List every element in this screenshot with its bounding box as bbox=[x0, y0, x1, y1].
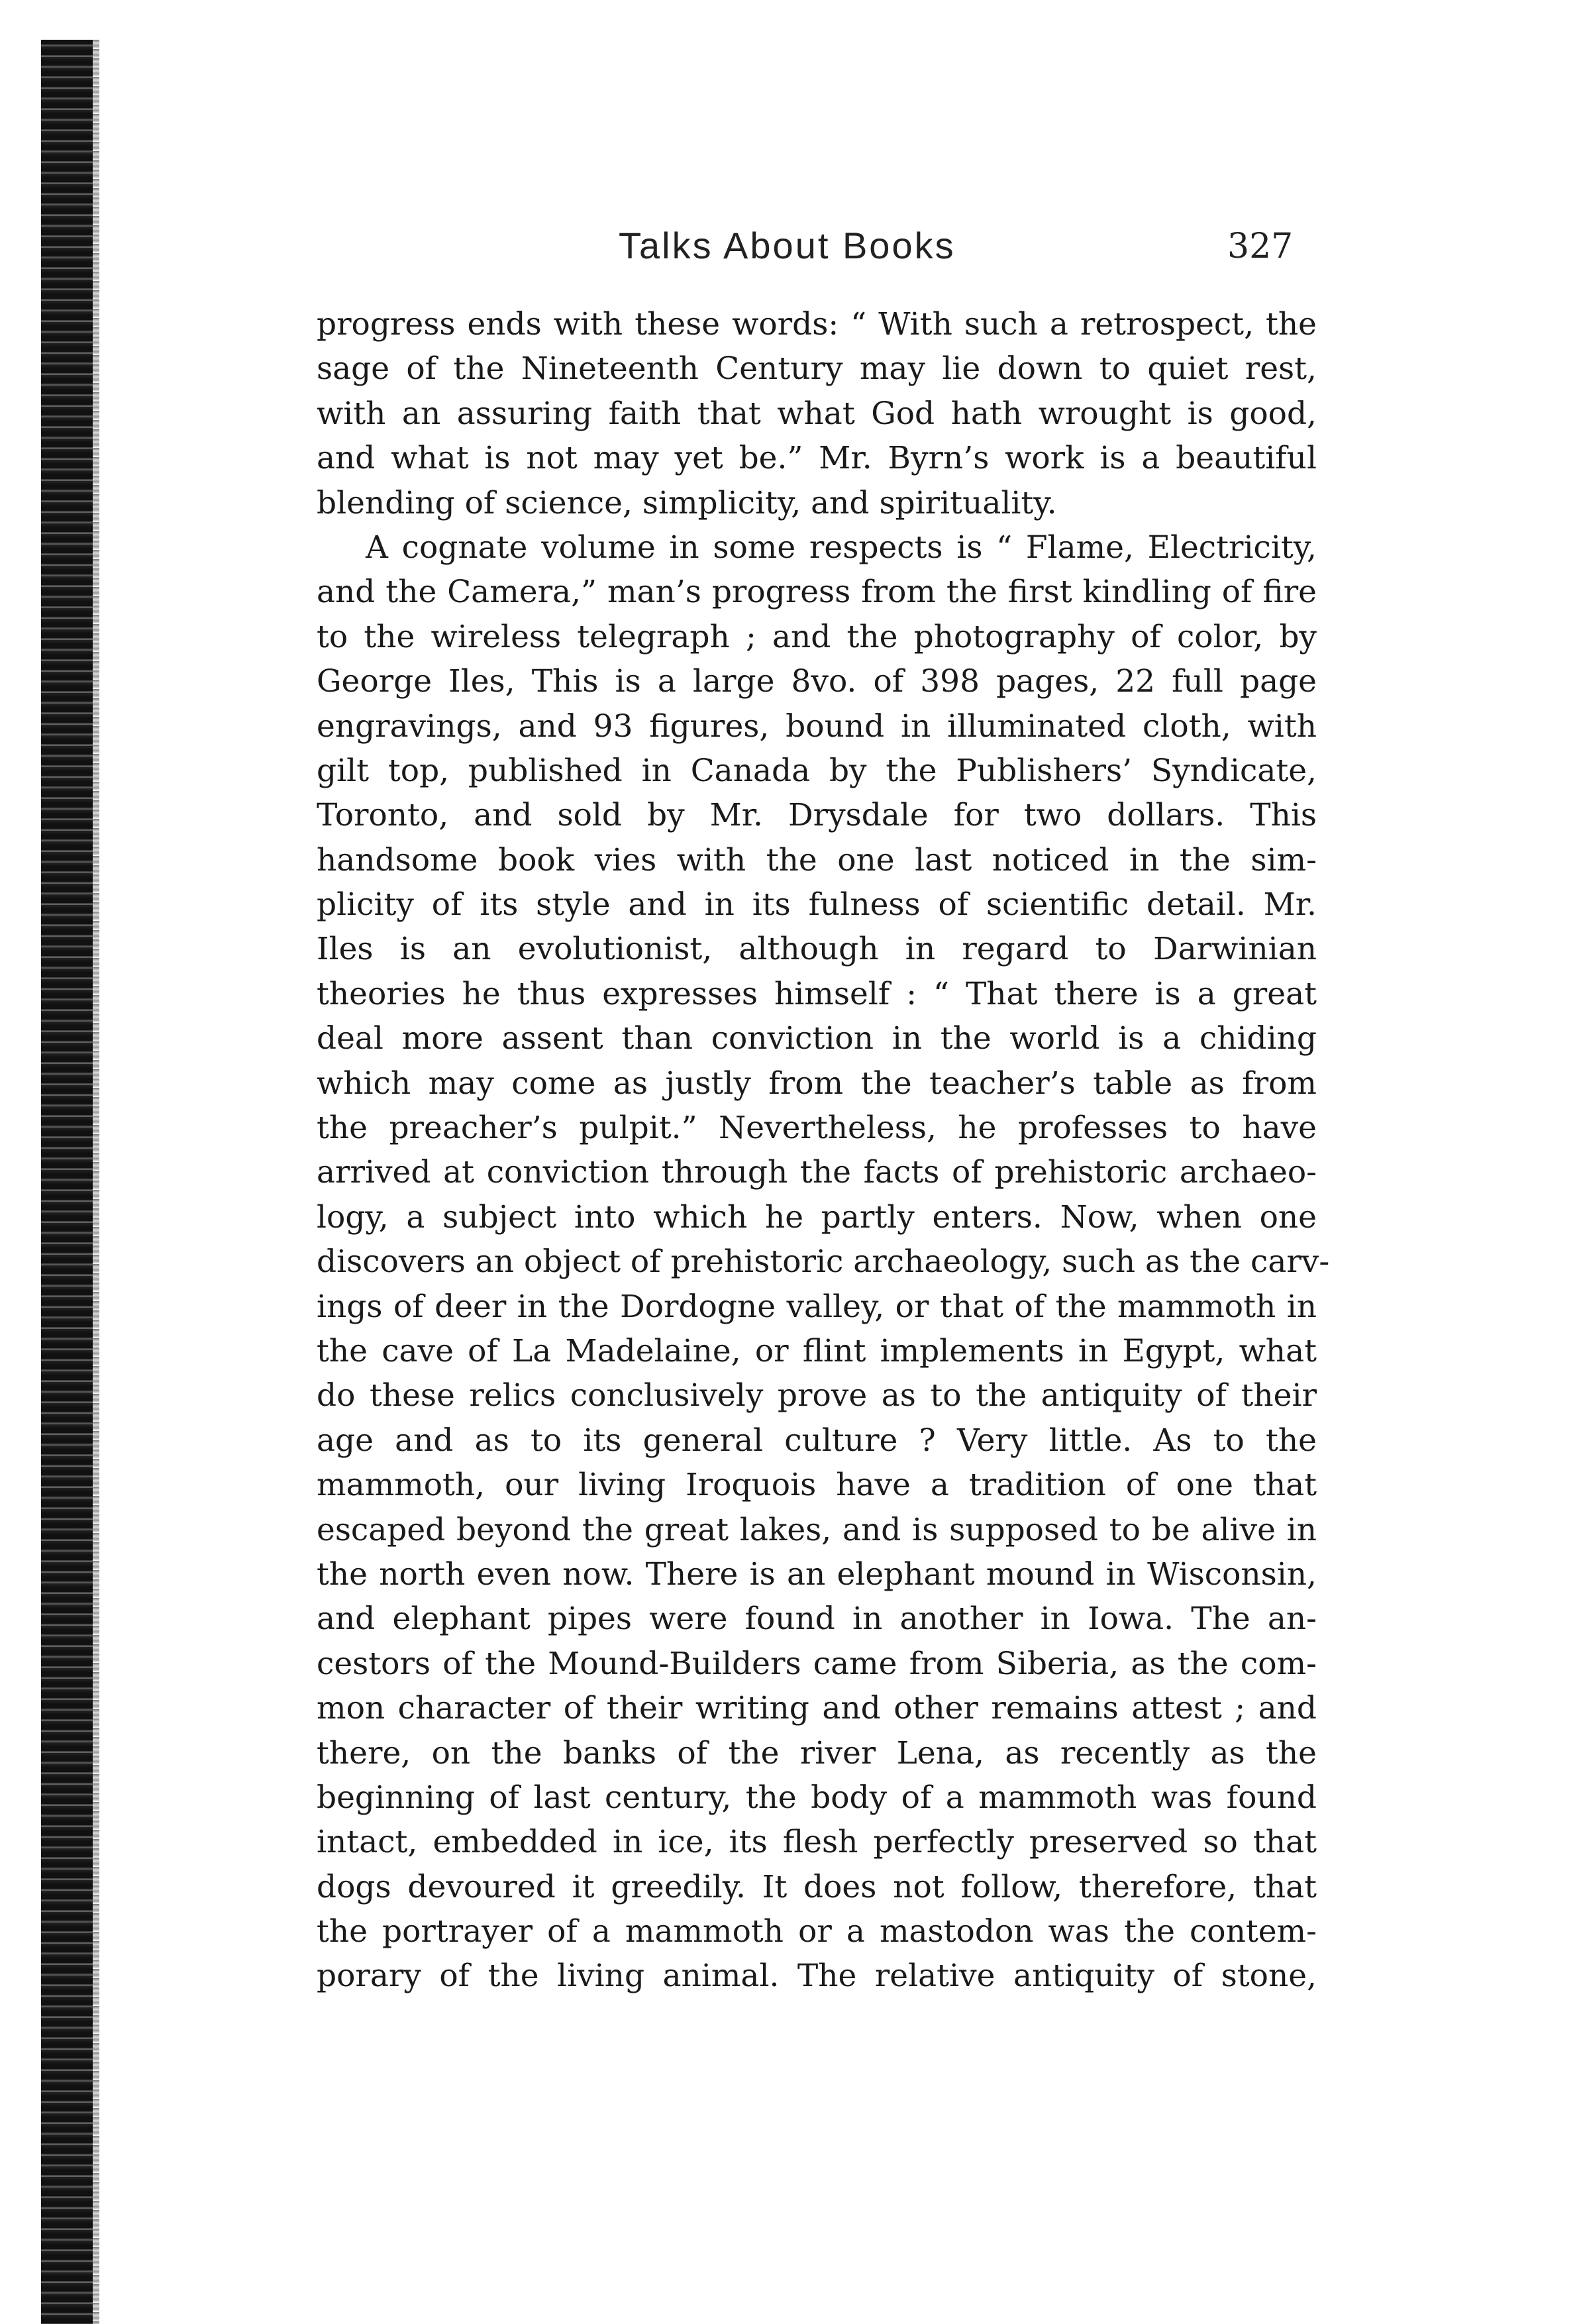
text-line: the north even now. There is an elephant mound in Wisconsin, bbox=[317, 1556, 1317, 1593]
text-line: to the wireless telegraph ; and the photography of color, by bbox=[317, 618, 1317, 655]
text-line: porary of the living animal. The relative antiquity of stone, bbox=[317, 1958, 1317, 1995]
text-line: there, on the banks of the river Lena, as recently as the bbox=[317, 1734, 1317, 1771]
text-line: engravings, and 93 figures, bound in illuminated cloth, with bbox=[317, 708, 1317, 745]
text-line: dogs devoured it greedily. It does not follow, therefore, that bbox=[317, 1868, 1317, 1905]
text-line: arrived at conviction through the facts of prehistoric archaeo- bbox=[317, 1154, 1317, 1191]
text-line: the cave of La Madelaine, or flint implements in Egypt, what bbox=[317, 1332, 1317, 1369]
text-line: do these relics conclusively prove as to the antiquity of their bbox=[317, 1377, 1317, 1414]
text-line: intact, embedded in ice, its flesh perfectly preserved so that bbox=[317, 1824, 1317, 1861]
text-line: and the Camera,” man’s progress from the first kindling of fire bbox=[317, 574, 1317, 611]
text-line: mon character of their writing and other remains attest ; and bbox=[317, 1690, 1317, 1727]
text-line: and elephant pipes were found in another in Iowa. The an- bbox=[317, 1601, 1317, 1638]
text-line: beginning of last century, the body of a mammoth was found bbox=[317, 1779, 1317, 1816]
body-text bbox=[317, 302, 1330, 1999]
text-line: ings of deer in the Dordogne valley, or that of the mammoth in bbox=[317, 1288, 1317, 1325]
text-line: handsome book vies with the one last noticed in the sim- bbox=[317, 841, 1317, 878]
text-line: which may come as justly from the teacher’s table as from bbox=[317, 1065, 1317, 1102]
text-line: mammoth, our living Iroquois have a tradition of one that bbox=[317, 1467, 1317, 1504]
text-line: the preacher’s pulpit.” Nevertheless, he professes to have bbox=[317, 1110, 1317, 1147]
text-line: with an assuring faith that what God hath wrought is good, bbox=[317, 395, 1317, 432]
text-line: plicity of its style and in its fulness of scientific detail. Mr. bbox=[317, 886, 1317, 924]
scan-speck bbox=[1176, 7, 1186, 26]
text-line: George Iles, This is a large 8vo. of 398 pages, 22 full page bbox=[317, 663, 1317, 700]
text-line: sage of the Nineteenth Century may lie down to quiet rest, bbox=[317, 350, 1317, 388]
running-title: Talks About Books bbox=[619, 225, 956, 266]
text-line: and what is not may yet be.” Mr. Byrn’s work is a beautiful bbox=[317, 440, 1317, 477]
text-line: deal more assent than conviction in the world is a chiding bbox=[317, 1020, 1317, 1057]
text-line: Toronto, and sold by Mr. Drysdale for two dollars. This bbox=[317, 797, 1317, 834]
text-line: gilt top, published in Canada by the Publishers’ Syndicate, bbox=[317, 752, 1317, 789]
text-line: logy, a subject into which he partly enters. Now, when one bbox=[317, 1198, 1317, 1236]
text-line: A cognate volume in some respects is “ Flame, Electricity, bbox=[366, 529, 1317, 566]
text-line: progress ends with these words: “ With such a retrospect, the bbox=[317, 306, 1317, 343]
text-line: Iles is an evolutionist, although in regard to Darwinian bbox=[317, 931, 1317, 968]
text-line: theories he thus expresses himself : “ That there is a great bbox=[317, 975, 1317, 1012]
text-line: escaped beyond the great lakes, and is supposed to be alive in bbox=[317, 1511, 1317, 1548]
page-binding-edge bbox=[41, 40, 93, 2324]
page-number: 327 bbox=[1227, 227, 1294, 266]
page-header bbox=[317, 224, 1317, 277]
text-line: discovers an object of prehistoric archaeology, such as the carv- bbox=[317, 1243, 1330, 1281]
text-line: age and as to its general culture ? Very little. As to the bbox=[317, 1422, 1317, 1459]
text-line: the portrayer of a mammoth or a mastodon was the contem- bbox=[317, 1913, 1317, 1950]
text-line: blending of science, simplicity, and spirituality. bbox=[317, 484, 1057, 521]
text-line: cestors of the Mound-Builders came from Siberia, as the com- bbox=[317, 1645, 1317, 1682]
